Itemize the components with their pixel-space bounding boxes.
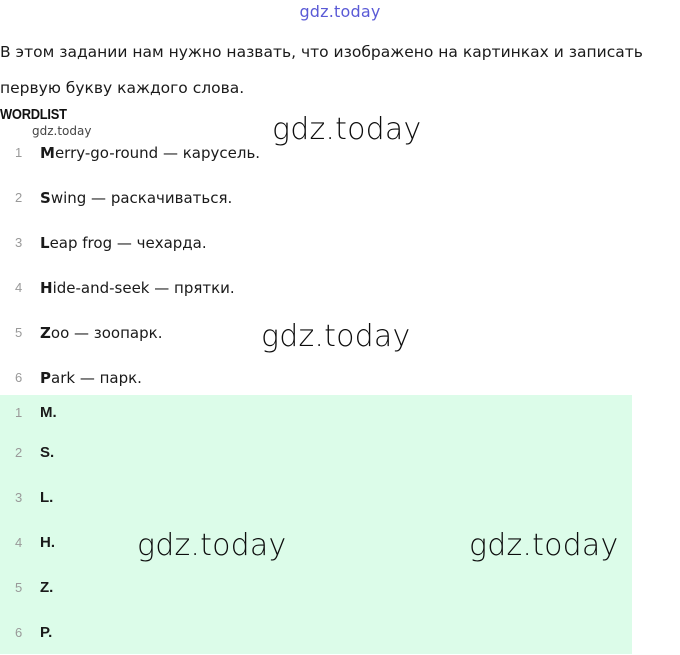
item-number: 2 [15,190,23,205]
wordlist-heading: WORDLIST [0,106,67,123]
item-first-letter: S [40,188,51,207]
item-first-letter: M [40,143,55,162]
wordlist-item [0,175,632,220]
answer-block [0,395,632,654]
answer-letter: P. [40,624,53,641]
answer-number: 3 [15,490,23,505]
item-text: ide-and-seek — прятки. [52,278,235,297]
answer-item [0,565,632,610]
answer-letter: Z. [40,579,54,596]
item-number: 3 [15,235,23,250]
item-first-letter: P [40,368,51,387]
item-number: 5 [15,325,23,340]
answer-number: 2 [15,445,23,460]
answer-item [0,475,632,520]
answer-letter: S. [40,444,55,461]
wordlist [0,130,632,400]
item-text: wing — раскачиваться. [50,188,233,207]
task-description: В этом задании нам нужно назвать, что изображено на картинках и записать первую букву каждого слова. [0,43,643,97]
wordlist-item [0,220,632,265]
item-text: erry-go-round — карусель. [54,143,261,162]
item-first-letter: L [40,233,50,252]
top-watermark: gdz.today [299,2,381,21]
answer-item [0,395,632,430]
item-number: 1 [15,145,23,160]
watermark-1: gdz.today [272,112,422,147]
answer-number: 1 [15,405,23,420]
answer-letter: H. [40,534,55,551]
answer-item [0,430,632,475]
watermark-2: gdz.today [261,319,411,354]
answer-letter: M. [40,404,57,421]
watermark-4: gdz.today [469,528,619,563]
item-text: ark — парк. [51,368,142,387]
item-number: 6 [15,370,23,385]
answer-letter: L. [40,489,54,506]
item-number: 4 [15,280,23,295]
item-text: eap frog — чехарда. [49,233,207,252]
answer-item [0,610,632,655]
answer-number: 6 [15,625,23,640]
item-first-letter: H [40,278,53,297]
answer-number: 4 [15,535,23,550]
watermark-3: gdz.today [137,528,287,563]
item-text: oo — зоопарк. [50,323,163,342]
item-first-letter: Z [40,323,51,342]
answer-number: 5 [15,580,23,595]
small-watermark: gdz.today [32,124,92,138]
wordlist-item [0,355,632,400]
wordlist-item [0,265,632,310]
